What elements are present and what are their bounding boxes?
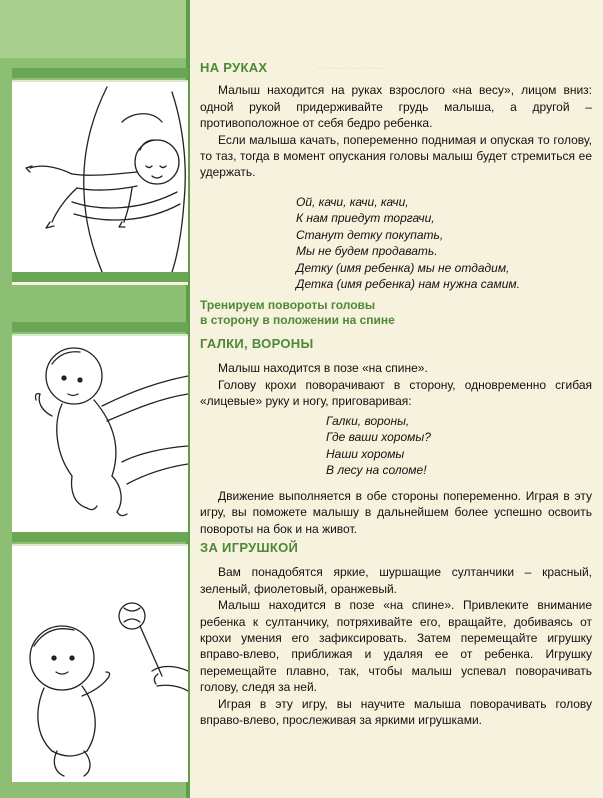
paragraph: Малыш находится в позе «на спине».: [218, 361, 428, 376]
panel-stripe: [12, 322, 188, 332]
training-subtitle: [200, 298, 592, 328]
subtitle-line: в сторону в положении на спине: [200, 313, 395, 327]
paragraph: Играя в эту игру, вы научите малыша поворачивать голову вправо-влево, прослеживая за яркими игрушками.: [200, 696, 592, 728]
verse-line: Детку (имя ребенка) мы не отдадим,: [296, 260, 510, 275]
paragraph: Вам понадобятся яркие, шуршащие султанчики – красный, зеленый, фиолетовый, оранжевый.: [200, 565, 592, 596]
verse-galki: [326, 413, 592, 479]
left-panel-top-band: [0, 0, 188, 58]
verse-line: Мы не будем продавать.: [296, 244, 438, 259]
panel-stripe: [12, 68, 188, 78]
verse-line: Галки, вороны,: [326, 414, 410, 428]
section-za-igrushkoy: [200, 540, 592, 728]
paragraph: Малыш находится в позе «на спине». Привлеките внимание ребенка к султанчику, потряхивайте его, вращайте, добиваясь от крохи умения его зафиксировать. Затем перемещайте игрушку вправо-влево, приближая и удаляя ее от ребенка. Игрушку перемещайте плавно, так, чтобы малыш успевал поворачивать голову, следя за ней.: [200, 598, 592, 695]
verse-line: Детка (имя ребенка) нам нужна самим.: [296, 277, 520, 292]
section-title: НА РУКАХ: [200, 60, 268, 75]
panel-stripe-gap: [12, 282, 188, 285]
illustration-baby-on-hands: [12, 80, 188, 272]
verse-line: В лесу на соломе!: [326, 463, 427, 478]
verse-line: Где ваши хоромы?: [326, 430, 431, 445]
verse-line: Станут детку покупать,: [296, 227, 444, 242]
verse-line: Ой, качи, качи, качи,: [296, 195, 409, 209]
section-na-rukah: [200, 60, 592, 181]
paragraph: Если малыша качать, попеременно поднимая и опуская то голову, то таз, тогда в момент опускания головы малыш будет стремиться ее удержать.: [200, 132, 592, 180]
panel-stripe: [12, 272, 188, 282]
section-title: ЗА ИГРУШКОЙ: [200, 540, 299, 555]
paragraph: Движение выполняется в обе стороны попеременно. Играя в эту игру, вы поможете малышу в дальнейшем более успешно освоить повороты на бок и на живот.: [200, 489, 592, 536]
verse-line: Наши хоромы: [326, 446, 405, 461]
paragraph: Голову крохи поворачивают в сторону, одновременно сгибая «лицевые» руку и ногу, приговаривая:: [200, 377, 592, 409]
section-galki: [200, 336, 592, 410]
bleed-through-text: ·····················: [318, 63, 388, 74]
panel-stripe: [12, 532, 188, 542]
illustration-baby-with-toy: [12, 544, 188, 782]
paragraph: Малыш находится на руках взрослого «на весу», лицом вниз: одной рукой придерживайте грудь малыша, а другой – противоположное от себя бедро ребенка.: [200, 83, 592, 131]
galki-conclusion: [200, 488, 592, 537]
section-title: ГАЛКИ, ВОРОНЫ: [200, 336, 314, 351]
illustration-baby-on-back-turning: [12, 334, 188, 532]
verse-oy-kachi: [296, 194, 592, 292]
verse-line: К нам приедут торгачи,: [296, 211, 435, 226]
subtitle-line: Тренируем повороты головы: [200, 298, 376, 312]
